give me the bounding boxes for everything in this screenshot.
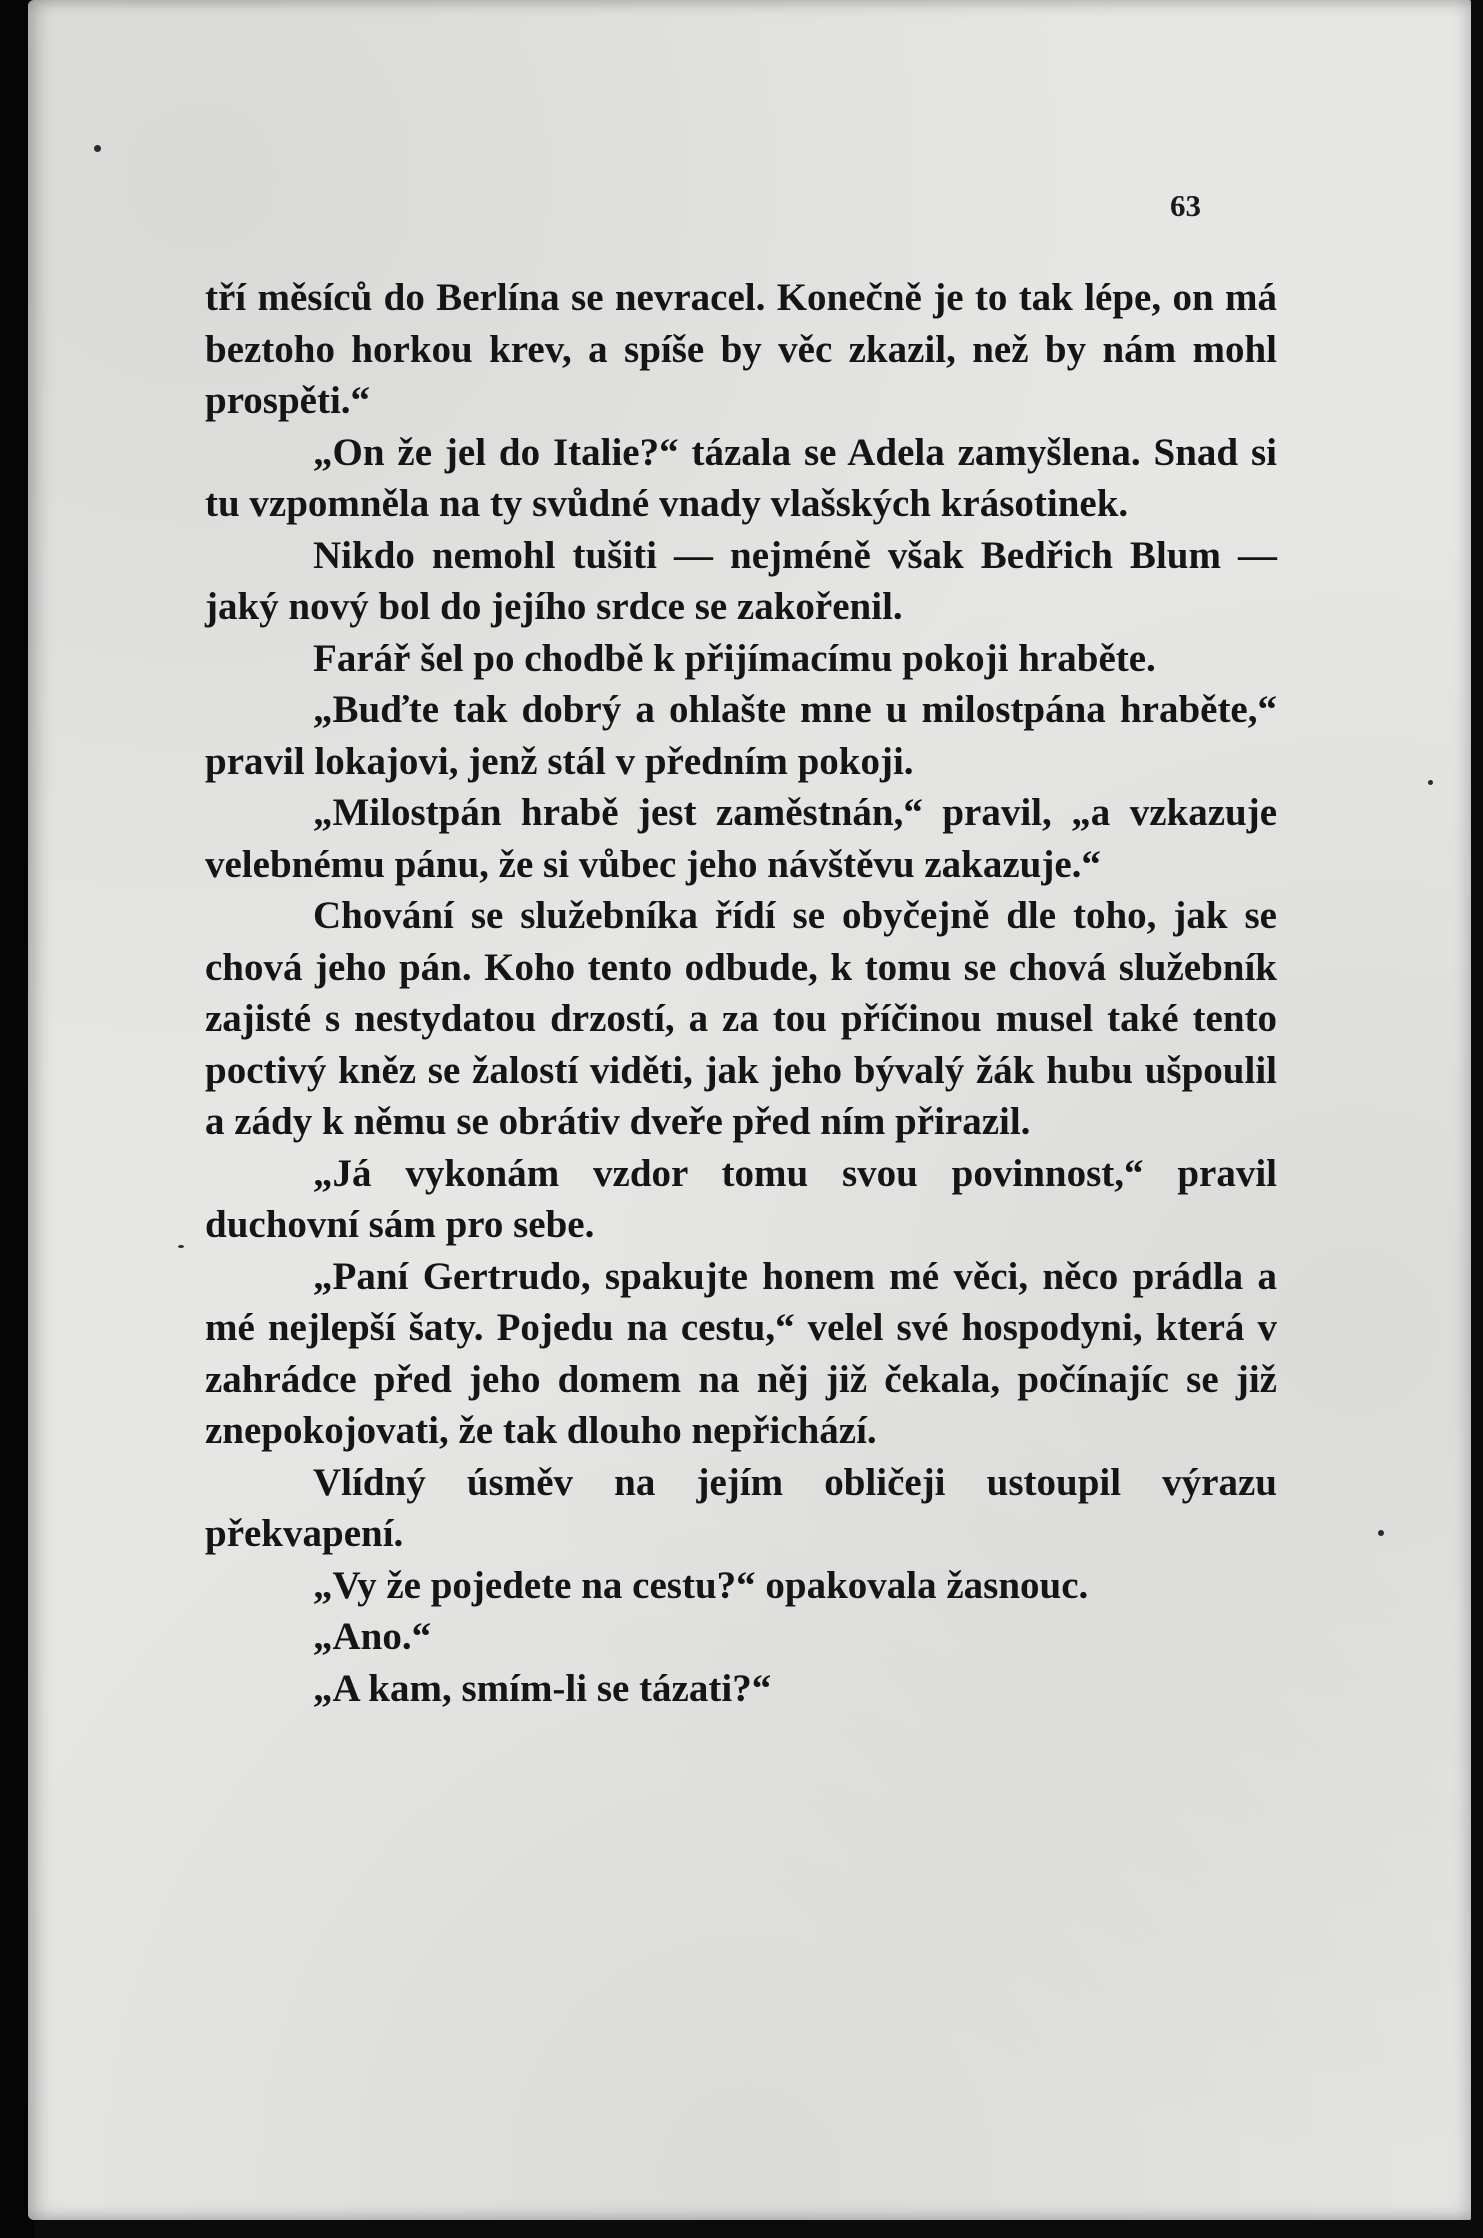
paragraph: „A kam, smím-li se tázati?“ <box>313 1666 772 1710</box>
paragraph: Nikdo nemohl tušiti — nejméně však Bedřich Blum — jaký nový bol do jejího srdce se zakořenil. <box>205 533 1277 628</box>
body-text <box>205 272 1277 1714</box>
scan-speck <box>1378 1530 1384 1536</box>
paragraph: „Paní Gertrudo, spakujte honem mé věci, něco prádla a mé nejlepší šaty. Pojedu na cestu,“ velel své hospodyni, která v zahrádce před jeho domem na něj již čekala, počínajíc se již znepokojovati, že tak dlouho nepřichází. <box>205 1254 1277 1452</box>
scan-speck <box>1428 780 1433 785</box>
paragraph: „Ano.“ <box>313 1615 432 1658</box>
paragraph: Farář šel po chodbě k přijímacímu pokoji hraběte. <box>313 636 1156 680</box>
paragraph: Chování se služebníka řídí se obyčejně dle toho, jak se chová jeho pán. Koho tento odbude, k tomu se chová služebník zajisté s nestydatou drzostí, a za tou příčinou musel také tento poctivý kněz se žalostí viděti, jak jeho bývalý žák hubu ušpoulil a zády k němu se obrátiv dveře před ním přirazil. <box>205 894 1277 1143</box>
page-number: 63 <box>1170 188 1201 223</box>
paragraph: tří měsíců do Berlína se nevracel. Konečně je to tak lépe, on má beztoho horkou krev, a spíše by věc zkazil, než by nám mohl prospěti.“ <box>205 276 1277 422</box>
paragraph: „Vy že pojedete na cestu?“ opakovala žasnouc. <box>313 1563 1089 1607</box>
paragraph: „Buďte tak dobrý a ohlašte mne u milostpána hraběte,“ pravil lokajovi, jenž stál v předním pokoji. <box>205 688 1277 783</box>
scan-speck <box>178 1245 184 1248</box>
paragraph: „Milostpán hrabě jest zaměstnán,“ pravil, „a vzkazuje velebnému pánu, že si vůbec jeho návštěvu zakazuje.“ <box>205 791 1277 886</box>
paragraph: Vlídný úsměv na jejím obličeji ustoupil výrazu překvapení. <box>205 1460 1277 1555</box>
scan-speck <box>94 145 101 152</box>
paragraph: „On že jel do Italie?“ tázala se Adela zamyšlena. Snad si tu vzpomněla na ty svůdné vnady vlašských krásotinek. <box>205 430 1277 525</box>
paragraph: „Já vykonám vzdor tomu svou povinnost,“ pravil duchovní sám pro sebe. <box>205 1151 1277 1246</box>
